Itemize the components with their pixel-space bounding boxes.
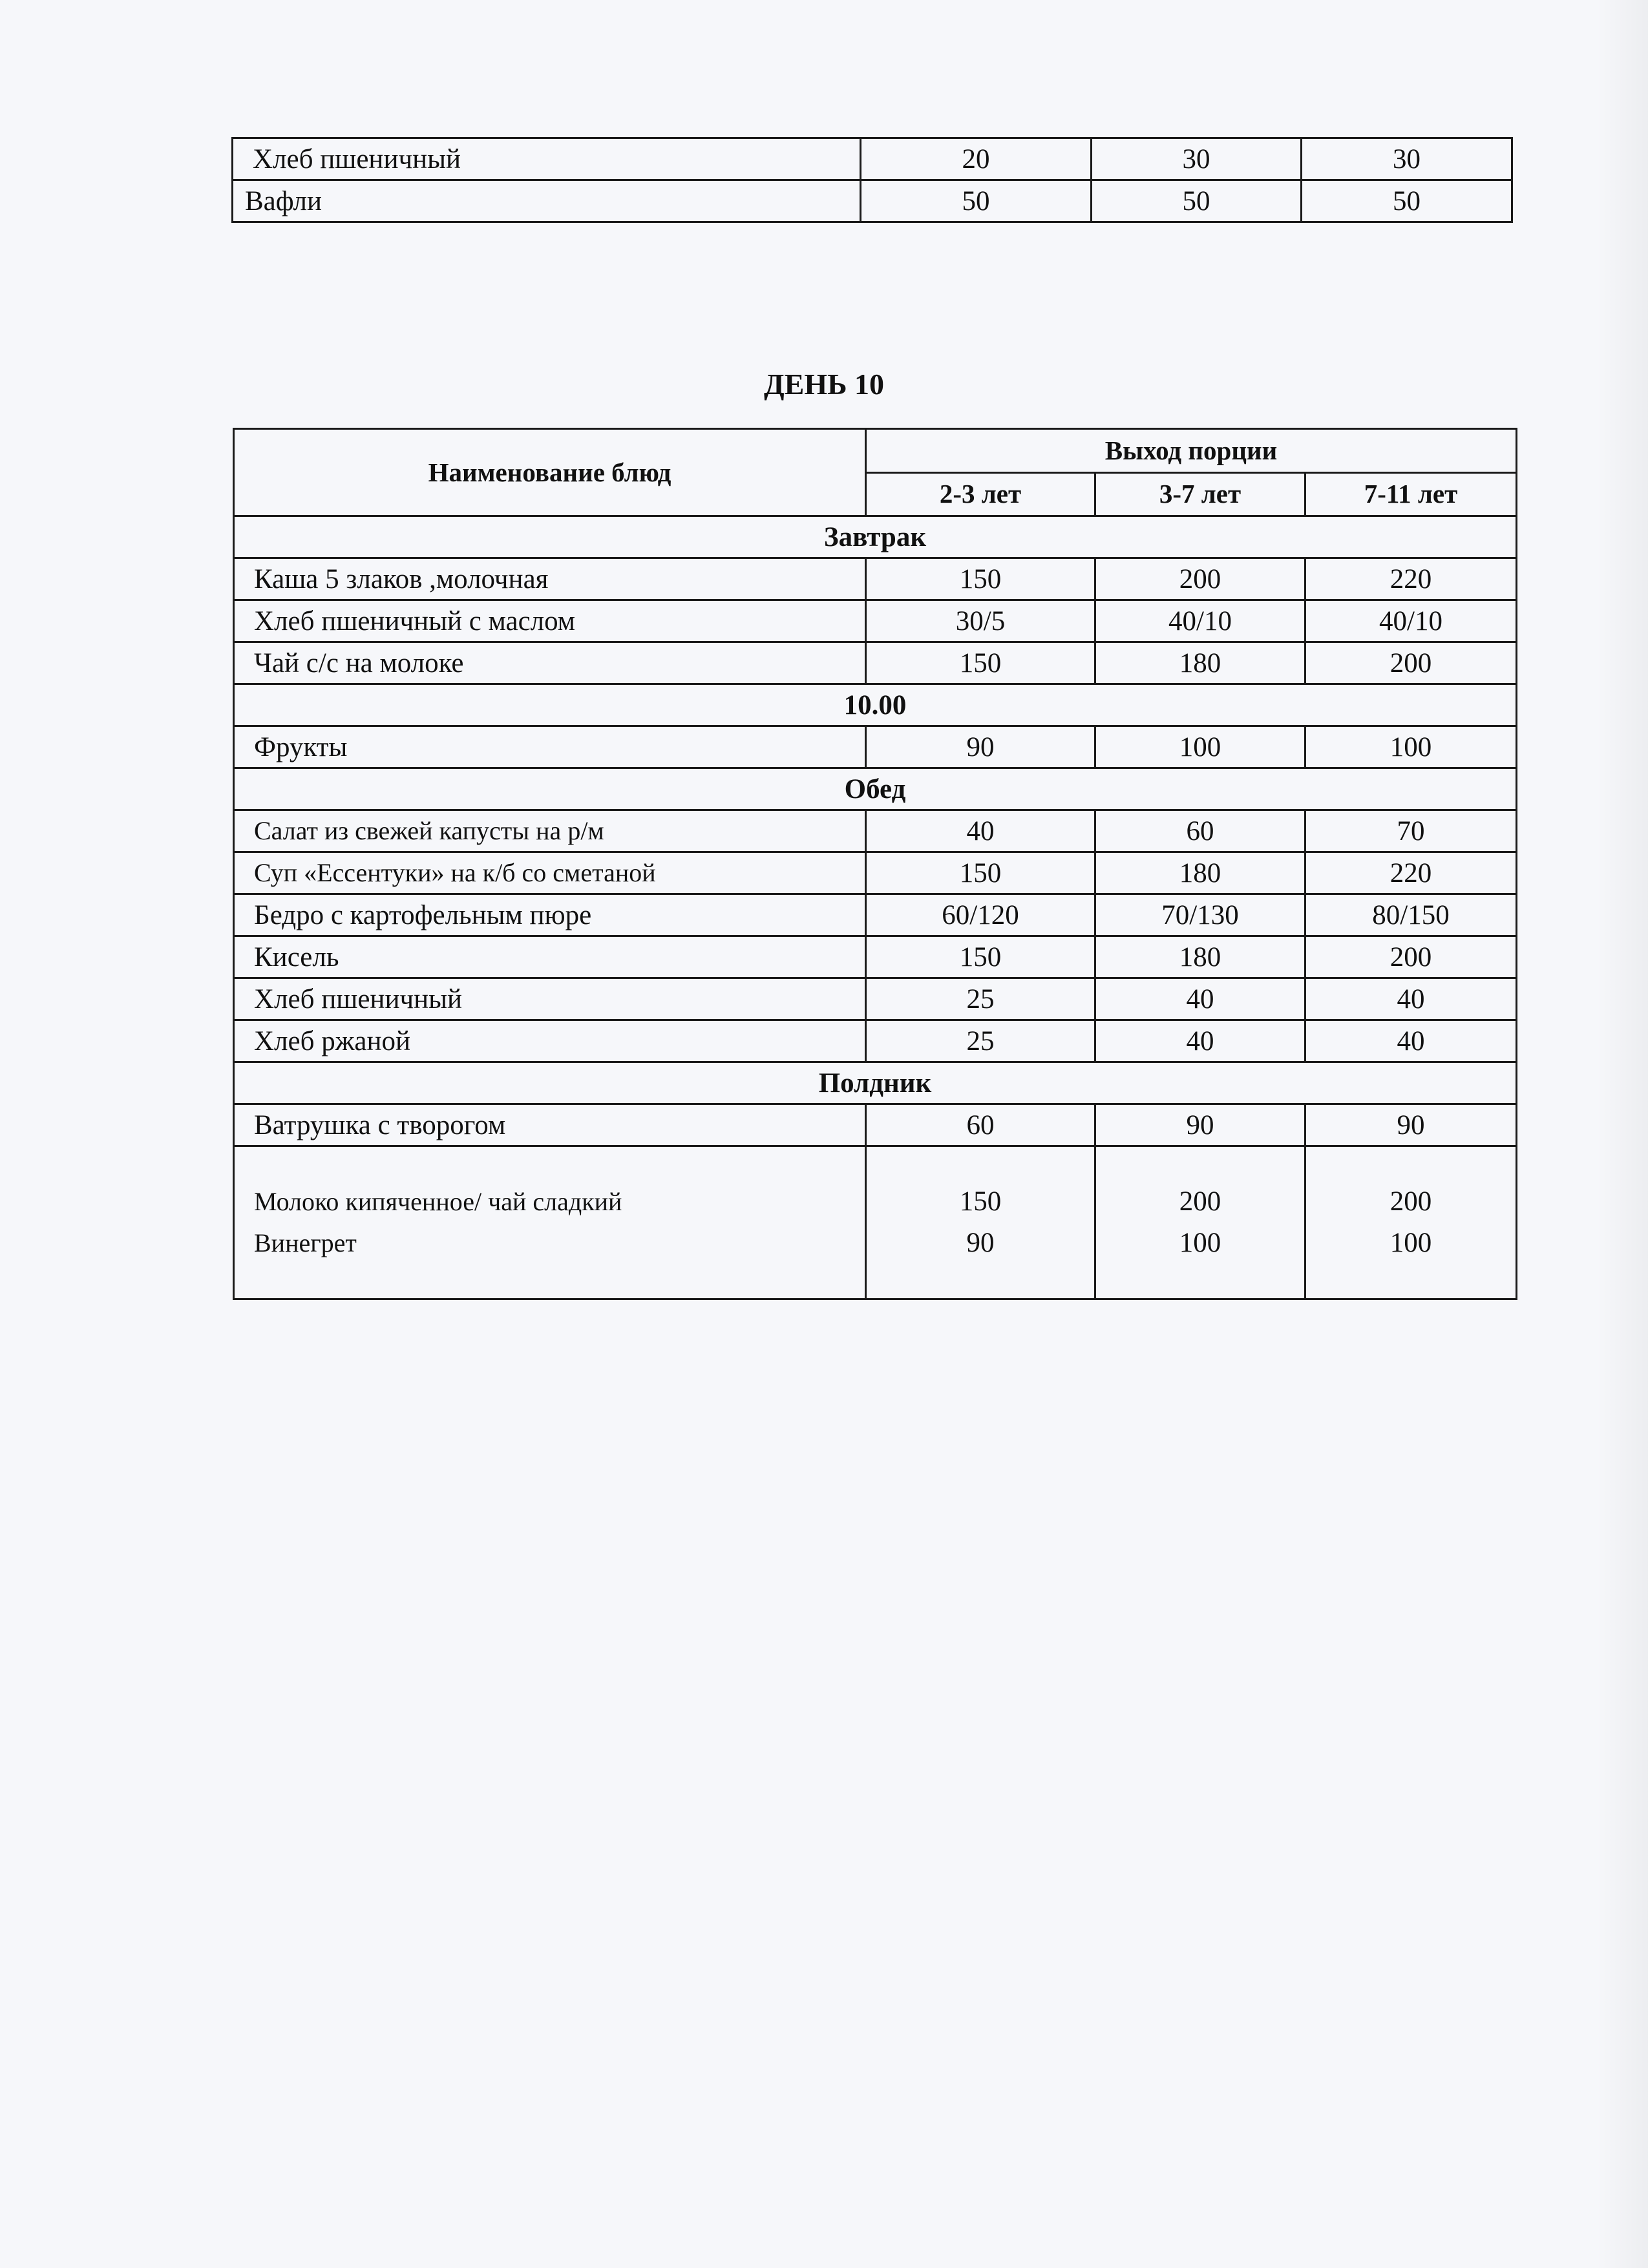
- portion-7-11: 50: [1302, 180, 1512, 222]
- portion-3-7: 200: [1179, 1186, 1221, 1217]
- header-row: [234, 429, 1517, 473]
- table-row: [234, 726, 1517, 768]
- section-title-snack: 10.00: [234, 684, 1517, 726]
- portion-7-11: 100: [1305, 726, 1517, 768]
- portion-3-7: 100: [1095, 726, 1305, 768]
- portion-3-7: 180: [1095, 936, 1305, 978]
- dish-name: Хлеб пшеничный: [233, 138, 861, 180]
- portion-7-11: 40: [1305, 978, 1517, 1020]
- dish-name: Хлеб пшеничный с маслом: [234, 600, 866, 642]
- portion-2-3: 30/5: [866, 600, 1095, 642]
- dish-name: Кисель: [234, 936, 866, 978]
- portion-3-7: 30: [1092, 138, 1302, 180]
- portion-2-3: 90: [866, 726, 1095, 768]
- section-title-breakfast: Завтрак: [234, 516, 1517, 558]
- dish-name-cell: [234, 1146, 866, 1299]
- portion-3-7: 180: [1095, 642, 1305, 684]
- age-col-3-7: 3-7 лет: [1095, 472, 1305, 516]
- portion-3-7: 40/10: [1095, 600, 1305, 642]
- portion-7-11: 200: [1305, 936, 1517, 978]
- table-row: [233, 138, 1512, 180]
- portion-3-7: 90: [1095, 1104, 1305, 1146]
- portion-2-3: 20: [861, 138, 1092, 180]
- portion-group-header: Выход порции: [866, 429, 1517, 473]
- table-row: [234, 558, 1517, 600]
- dish-name: Каша 5 злаков ,молочная: [234, 558, 866, 600]
- portion-3-7-cell: [1095, 1146, 1305, 1299]
- portion-2-3: 150: [866, 852, 1095, 894]
- day-title: ДЕНЬ 10: [763, 368, 885, 401]
- portion-7-11: 220: [1305, 558, 1517, 600]
- portion-7-11: 200: [1305, 642, 1517, 684]
- portion-3-7: 100: [1179, 1228, 1221, 1258]
- dish-name: Молоко кипяченное/ чай сладкий: [254, 1187, 622, 1216]
- table-row: [234, 852, 1517, 894]
- dish-name: Фрукты: [234, 726, 866, 768]
- portion-2-3: 50: [861, 180, 1092, 222]
- portion-2-3: 25: [866, 978, 1095, 1020]
- table-row: [234, 1020, 1517, 1062]
- portion-7-11-cell: [1305, 1146, 1517, 1299]
- section-row: [234, 684, 1517, 726]
- table-row: [233, 180, 1512, 222]
- section-title-lunch: Обед: [234, 768, 1517, 810]
- portion-7-11: 220: [1305, 852, 1517, 894]
- dish-column-header: Наименование блюд: [234, 429, 866, 516]
- portion-2-3: 150: [866, 642, 1095, 684]
- portion-2-3: 60/120: [866, 894, 1095, 936]
- portion-2-3: 90: [966, 1228, 995, 1258]
- table-row: [234, 810, 1517, 852]
- menu-table: [233, 428, 1517, 1300]
- dish-name: Хлеб пшеничный: [234, 978, 866, 1020]
- portion-7-11: 100: [1389, 1228, 1432, 1258]
- dish-name: Суп «Ессентуки» на к/б со сметаной: [234, 852, 866, 894]
- carryover-table: [231, 137, 1513, 223]
- section-row: [234, 516, 1517, 558]
- table-row: [234, 1104, 1517, 1146]
- section-row: [234, 1062, 1517, 1104]
- portion-2-3: 60: [866, 1104, 1095, 1146]
- portion-3-7: 40: [1095, 978, 1305, 1020]
- table-row-multi: [234, 1146, 1517, 1299]
- table-row: [234, 894, 1517, 936]
- portion-7-11: 30: [1302, 138, 1512, 180]
- portion-3-7: 60: [1095, 810, 1305, 852]
- portion-2-3: 25: [866, 1020, 1095, 1062]
- table-row: [234, 642, 1517, 684]
- portion-7-11: 80/150: [1305, 894, 1517, 936]
- dish-name: Бедро с картофельным пюре: [234, 894, 866, 936]
- age-col-2-3: 2-3 лет: [866, 472, 1095, 516]
- portion-7-11: 200: [1389, 1186, 1432, 1217]
- page-edge-shadow: [1596, 0, 1648, 2268]
- dish-name: Вафли: [233, 180, 861, 222]
- dish-name: Ватрушка с творогом: [234, 1104, 866, 1146]
- section-row: [234, 768, 1517, 810]
- portion-7-11: 70: [1305, 810, 1517, 852]
- dish-name: Хлеб ржаной: [234, 1020, 866, 1062]
- portion-2-3: 40: [866, 810, 1095, 852]
- table-row: [234, 600, 1517, 642]
- portion-3-7: 180: [1095, 852, 1305, 894]
- dish-name: Винегрет: [254, 1228, 357, 1257]
- table-row: [234, 978, 1517, 1020]
- portion-2-3: 150: [959, 1186, 1002, 1217]
- portion-3-7: 70/130: [1095, 894, 1305, 936]
- age-col-7-11: 7-11 лет: [1305, 472, 1517, 516]
- dish-name: Салат из свежей капусты на р/м: [234, 810, 866, 852]
- portion-3-7: 200: [1095, 558, 1305, 600]
- section-title-afternoon: Полдник: [234, 1062, 1517, 1104]
- table-row: [234, 936, 1517, 978]
- portion-3-7: 40: [1095, 1020, 1305, 1062]
- portion-2-3-cell: [866, 1146, 1095, 1299]
- portion-2-3: 150: [866, 558, 1095, 600]
- dish-name: Чай с/с на молоке: [234, 642, 866, 684]
- portion-7-11: 90: [1305, 1104, 1517, 1146]
- portion-7-11: 40: [1305, 1020, 1517, 1062]
- portion-2-3: 150: [866, 936, 1095, 978]
- portion-7-11: 40/10: [1305, 600, 1517, 642]
- portion-3-7: 50: [1092, 180, 1302, 222]
